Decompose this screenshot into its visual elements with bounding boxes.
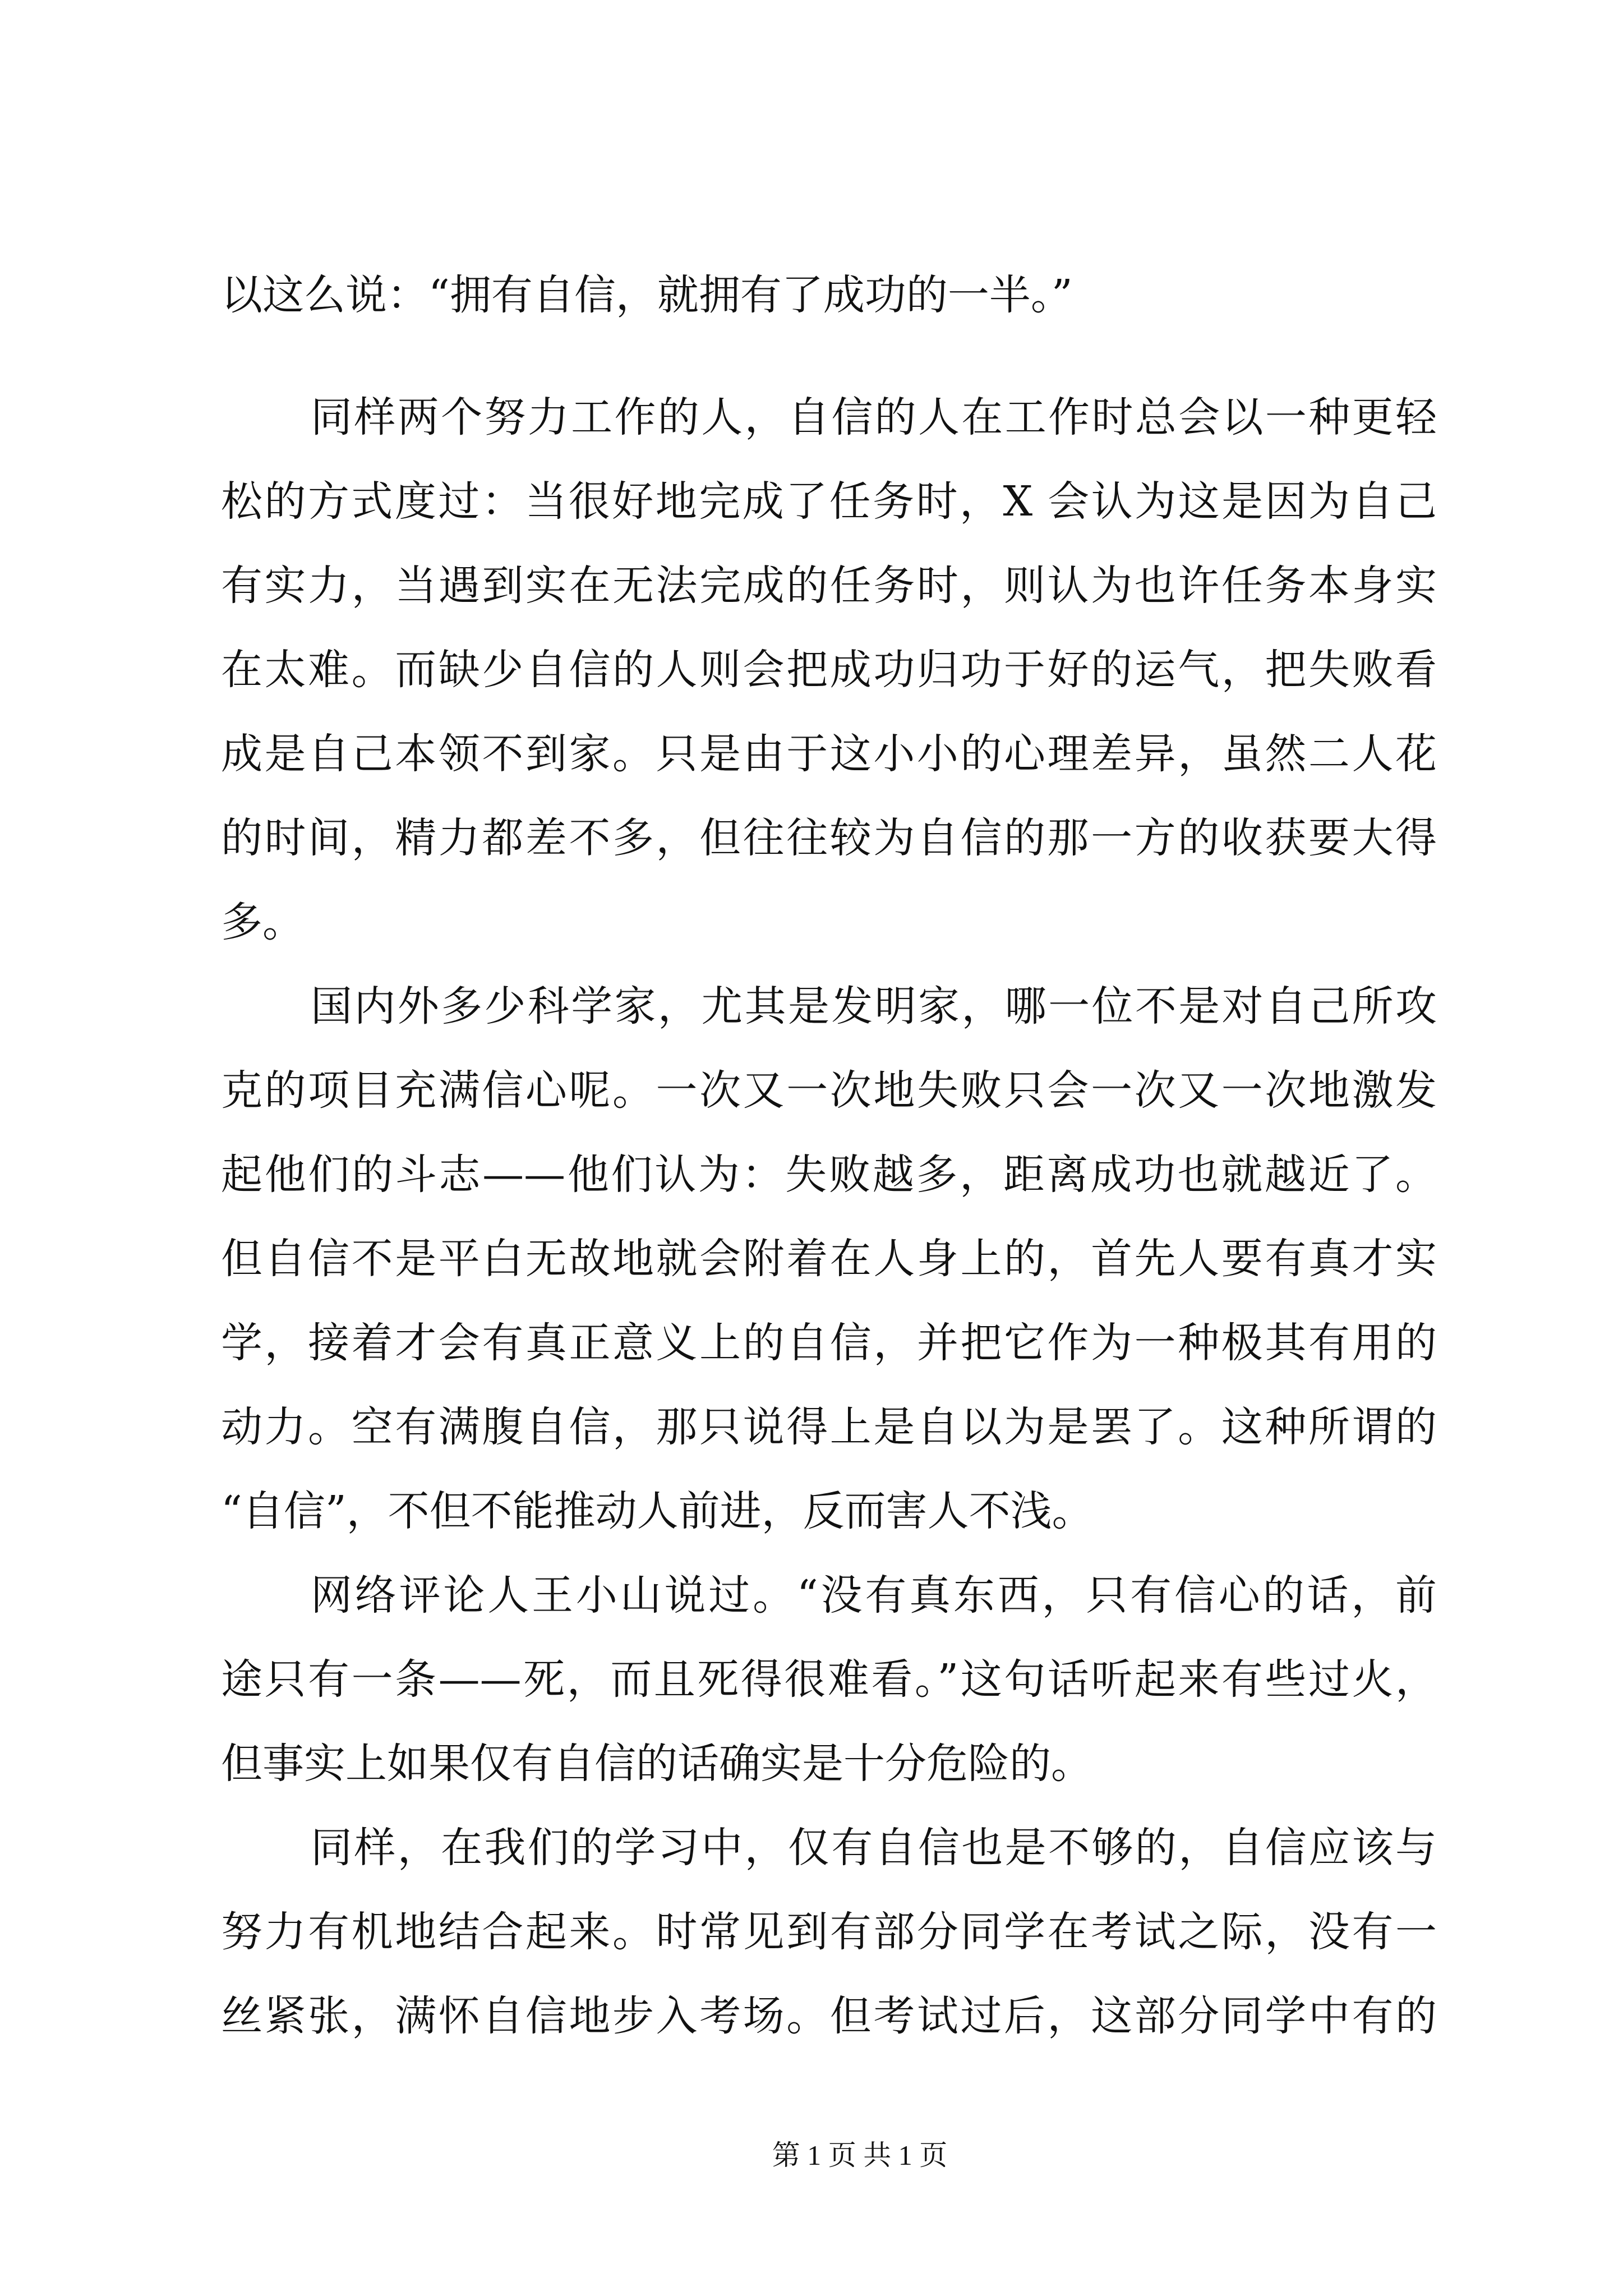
paragraph-line: 学，接着才会有真正意义上的自信，并把它作为一种极其有用的 [221, 1319, 1437, 1367]
paragraph [221, 964, 1437, 1553]
paragraph [221, 253, 1437, 337]
paragraph-line: 以这么说：“拥有自信，就拥有了成功的一半。” [221, 271, 1073, 319]
paragraph-line: 的时间，精力都差不多，但往往较为自信的那一方的收获要大得 [221, 814, 1437, 862]
page-number-footer: 第 1 页 共 1 页 [772, 2139, 948, 2171]
paragraph-line: 起他们的斗志——他们认为：失败越多，距离成功也就越近了。 [221, 1151, 1437, 1199]
paragraph-line: 同样两个努力工作的人，自信的人在工作时总会以一种更轻 [311, 393, 1437, 441]
paragraph-line: 同样，在我们的学习中，仅有自信也是不够的，自信应该与 [311, 1824, 1437, 1872]
paragraph [221, 1806, 1437, 2058]
paragraph-line: 克的项目充满信心呢。一次又一次地失败只会一次又一次地激发 [221, 1066, 1437, 1115]
paragraph-line: 多。 [221, 898, 304, 946]
paragraph-line: 国内外多少科学家，尤其是发明家，哪一位不是对自己所攻 [311, 982, 1437, 1030]
paragraph-line: 在太难。而缺少自信的人则会把成功归功于好的运气，把失败看 [221, 646, 1437, 694]
paragraph-line: 努力有机地结合起来。时常见到有部分同学在考试之际，没有一 [221, 1908, 1437, 1956]
paragraph-line: 成是自己本领不到家。只是由于这小小的心理差异，虽然二人花 [221, 730, 1437, 778]
paragraph [221, 375, 1437, 964]
paragraph-line: 网络评论人王小山说过。“没有真东西，只有信心的话，前 [311, 1571, 1437, 1619]
paragraph-line: 途只有一条——死，而且死得很难看。”这句话听起来有些过火， [221, 1655, 1437, 1704]
paragraph-line: “自信”，不但不能推动人前进，反而害人不浅。 [221, 1487, 1094, 1535]
paragraph-line: 但自信不是平白无故地就会附着在人身上的，首先人要有真才实 [221, 1235, 1437, 1283]
paragraph-line: 丝紧张，满怀自信地步入考场。但考试过后，这部分同学中有的 [221, 1992, 1437, 2040]
paragraph-line: 松的方式度过：当很好地完成了任务时，X 会认为这是因为自己 [221, 477, 1437, 526]
document-body [221, 253, 1437, 2058]
paragraph-line: 但事实上如果仅有自信的话确实是十分危险的。 [221, 1740, 1092, 1788]
paragraph-line: 有实力，当遇到实在无法完成的任务时，则认为也许任务本身实 [221, 562, 1437, 610]
paragraph [221, 1553, 1437, 1806]
paragraph-line: 动力。空有满腹自信，那只说得上是自以为是罢了。这种所谓的 [221, 1403, 1437, 1451]
